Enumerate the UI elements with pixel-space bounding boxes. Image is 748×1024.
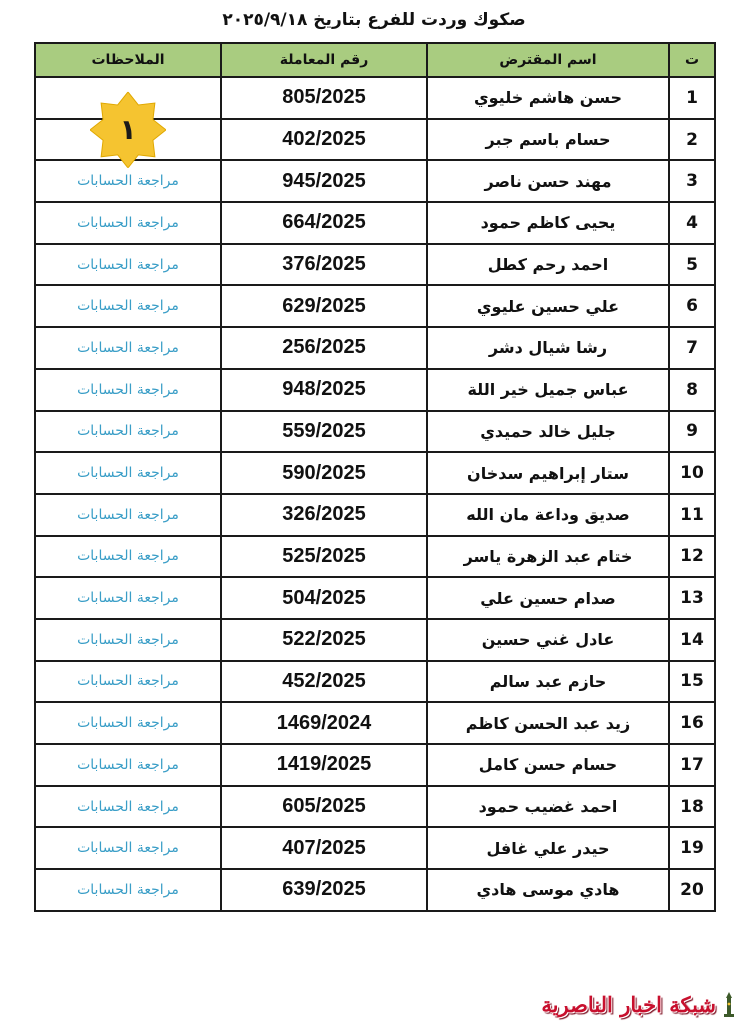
borrower-name: مهند حسن ناصر <box>427 160 669 202</box>
table-row <box>35 411 715 453</box>
header-borrower-name: اسم المقترض <box>427 43 669 77</box>
transaction-number: 805/2025 <box>221 77 427 119</box>
borrower-name: حسام باسم جبر <box>427 119 669 161</box>
note-text: مراجعة الحسابات <box>77 506 179 523</box>
table-row <box>35 536 715 578</box>
row-index: 8 <box>669 369 715 411</box>
transaction-number: 1419/2025 <box>221 744 427 786</box>
table-row <box>35 661 715 703</box>
table-row <box>35 452 715 494</box>
row-note <box>35 619 221 661</box>
row-index: 18 <box>669 786 715 828</box>
borrower-name: عادل غني حسين <box>427 619 669 661</box>
borrower-name: حسام حسن كامل <box>427 744 669 786</box>
table-row <box>35 869 715 911</box>
table-row <box>35 369 715 411</box>
row-index: 16 <box>669 702 715 744</box>
table-row <box>35 202 715 244</box>
row-index: 13 <box>669 577 715 619</box>
note-text: مراجعة الحسابات <box>77 339 179 356</box>
borrower-name: علي حسين عليوي <box>427 285 669 327</box>
borrower-name: صدام حسين علي <box>427 577 669 619</box>
table-row <box>35 285 715 327</box>
note-text: مراجعة الحسابات <box>77 881 179 898</box>
borrower-name: صديق وداعة مان الله <box>427 494 669 536</box>
row-note <box>35 285 221 327</box>
note-text: مراجعة الحسابات <box>77 756 179 773</box>
table-row <box>35 77 715 119</box>
row-index: 4 <box>669 202 715 244</box>
transaction-number: 639/2025 <box>221 869 427 911</box>
note-text: مراجعة الحسابات <box>77 715 179 732</box>
row-note <box>35 869 221 911</box>
borrower-name: زيد عبد الحسن كاظم <box>427 702 669 744</box>
transaction-number: 522/2025 <box>221 619 427 661</box>
row-note <box>35 202 221 244</box>
row-note <box>35 827 221 869</box>
note-text: مراجعة الحسابات <box>77 298 179 315</box>
row-note <box>35 702 221 744</box>
table-header-row <box>35 43 715 77</box>
table-row <box>35 244 715 286</box>
row-index: 10 <box>669 452 715 494</box>
table-body <box>35 77 715 911</box>
row-index: 7 <box>669 327 715 369</box>
row-note <box>35 744 221 786</box>
borrower-name: ختام عبد الزهرة ياسر <box>427 536 669 578</box>
table-row <box>35 577 715 619</box>
row-note <box>35 494 221 536</box>
borrower-name: هادي موسى هادي <box>427 869 669 911</box>
row-index: 20 <box>669 869 715 911</box>
row-index: 19 <box>669 827 715 869</box>
row-note <box>35 327 221 369</box>
row-note <box>35 411 221 453</box>
transaction-number: 407/2025 <box>221 827 427 869</box>
table-row <box>35 494 715 536</box>
news-network-watermark <box>510 990 738 1020</box>
borrower-name: رشا شيال دشر <box>427 327 669 369</box>
transaction-number: 402/2025 <box>221 119 427 161</box>
row-note <box>35 77 221 146</box>
borrower-name: عباس جميل خير اللة <box>427 369 669 411</box>
watermark-text: شبكة اخبار الناصرية <box>541 992 716 1017</box>
transaction-number: 559/2025 <box>221 411 427 453</box>
row-note <box>35 369 221 411</box>
borrower-name: جليل خالد حميدي <box>427 411 669 453</box>
note-text: مراجعة الحسابات <box>77 673 179 690</box>
row-index: 2 <box>669 119 715 161</box>
note-text: مراجعة الحسابات <box>77 590 179 607</box>
row-index: 12 <box>669 536 715 578</box>
table-row <box>35 327 715 369</box>
table-row <box>35 744 715 786</box>
note-text: مراجعة الحسابات <box>77 548 179 565</box>
borrower-name: احمد رحم كطل <box>427 244 669 286</box>
row-index: 3 <box>669 160 715 202</box>
transaction-number: 326/2025 <box>221 494 427 536</box>
row-note <box>35 244 221 286</box>
transaction-number: 629/2025 <box>221 285 427 327</box>
transaction-number: 945/2025 <box>221 160 427 202</box>
table-row <box>35 786 715 828</box>
transaction-number: 256/2025 <box>221 327 427 369</box>
borrower-name: ستار إبراهيم سدخان <box>427 452 669 494</box>
transaction-number: 605/2025 <box>221 786 427 828</box>
transaction-number: 376/2025 <box>221 244 427 286</box>
note-text: مراجعة الحسابات <box>77 381 179 398</box>
note-text: مراجعة الحسابات <box>77 631 179 648</box>
row-index: 11 <box>669 494 715 536</box>
header-notes: الملاحظات <box>35 43 221 77</box>
row-note <box>35 452 221 494</box>
header-transaction-number: رقم المعاملة <box>221 43 427 77</box>
row-note <box>35 786 221 828</box>
note-text: مراجعة الحسابات <box>77 465 179 482</box>
borrower-name: يحيى كاظم حمود <box>427 202 669 244</box>
star-badge-label: ١ <box>119 112 137 146</box>
row-note <box>35 577 221 619</box>
note-text: مراجعة الحسابات <box>77 840 179 857</box>
row-note <box>35 661 221 703</box>
borrower-name: حيدر علي غافل <box>427 827 669 869</box>
table-row <box>35 827 715 869</box>
header-index: ت <box>669 43 715 77</box>
transaction-number: 504/2025 <box>221 577 427 619</box>
transaction-number: 948/2025 <box>221 369 427 411</box>
table-row <box>35 702 715 744</box>
loan-checks-table <box>34 42 716 912</box>
transaction-number: 664/2025 <box>221 202 427 244</box>
row-index: 5 <box>669 244 715 286</box>
transaction-number: 590/2025 <box>221 452 427 494</box>
transaction-number: 525/2025 <box>221 536 427 578</box>
transaction-number: 452/2025 <box>221 661 427 703</box>
row-index: 17 <box>669 744 715 786</box>
row-index: 14 <box>669 619 715 661</box>
note-text: مراجعة الحسابات <box>77 173 179 190</box>
table-row <box>35 619 715 661</box>
minaret-logo-icon <box>720 992 738 1018</box>
note-text: مراجعة الحسابات <box>77 214 179 231</box>
star-badge <box>90 92 166 168</box>
row-index: 15 <box>669 661 715 703</box>
borrower-name: حسن هاشم خليوي <box>427 77 669 119</box>
page-title: صكوك وردت للفرع بتاريخ ٢٠٢٥/٩/١٨ <box>222 10 526 30</box>
note-text: مراجعة الحسابات <box>77 256 179 273</box>
borrower-name: حازم عبد سالم <box>427 661 669 703</box>
row-index: 9 <box>669 411 715 453</box>
row-note <box>35 536 221 578</box>
transaction-number: 1469/2024 <box>221 702 427 744</box>
row-index: 1 <box>669 77 715 119</box>
note-text: مراجعة الحسابات <box>77 423 179 440</box>
row-index: 6 <box>669 285 715 327</box>
borrower-name: احمد غضيب حمود <box>427 786 669 828</box>
note-text: مراجعة الحسابات <box>77 798 179 815</box>
